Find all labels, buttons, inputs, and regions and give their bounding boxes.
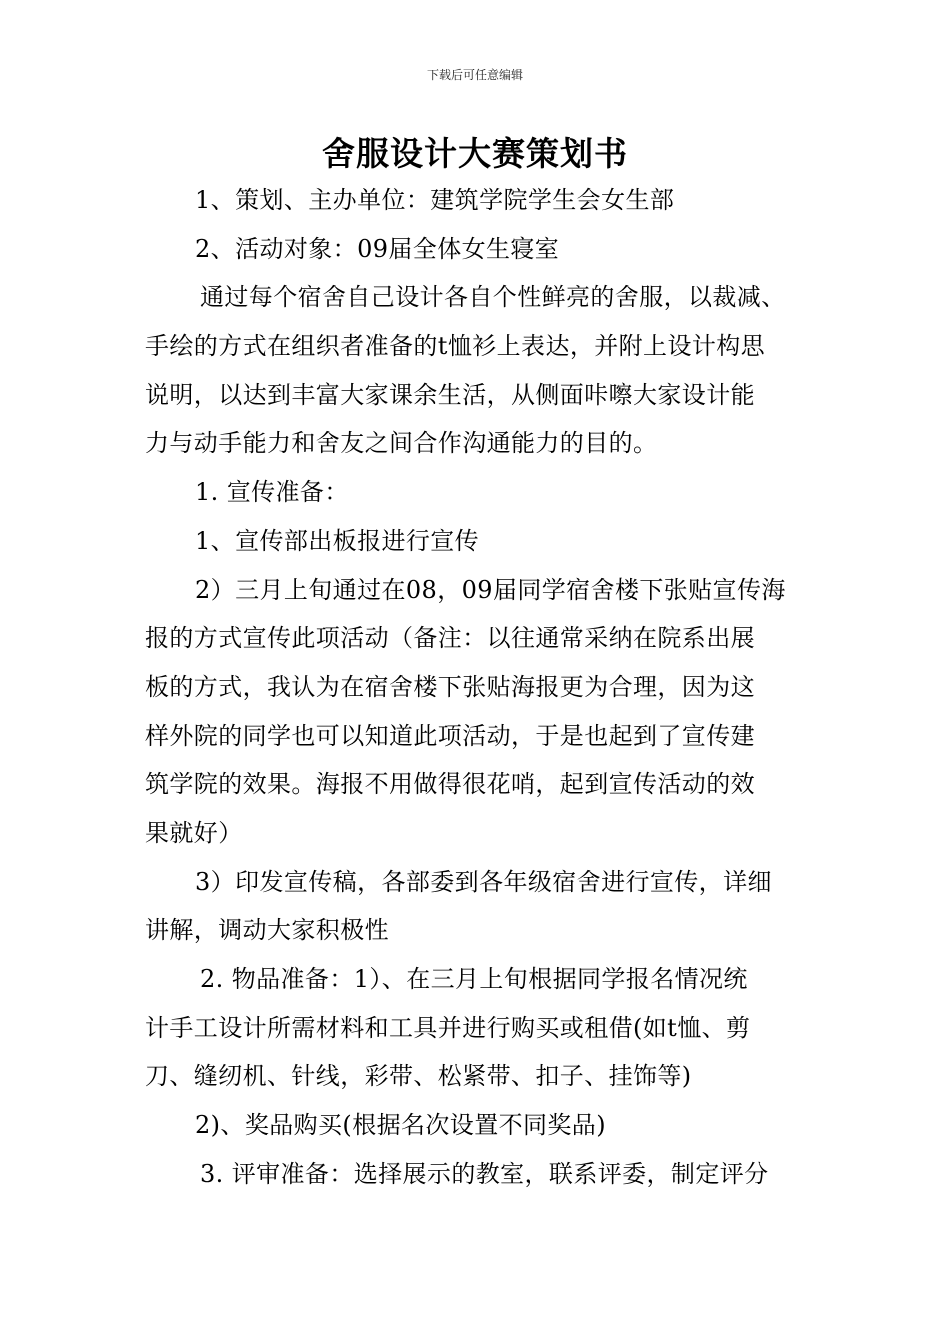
line-prizes: 2)、奖品购买(根据名次设置不同奖品): [195, 1111, 606, 1140]
document-body: [145, 176, 815, 1198]
line-publicity-2e: 筑学院的效果。海报不用做得很花哨，起到宣传活动的效: [145, 770, 755, 799]
line-materials-1: 2. 物品准备：1）、在三月上旬根据同学报名情况统: [200, 965, 748, 993]
line-publicity-1: 1、宣传部出板报进行宣传: [195, 526, 480, 555]
line-purpose-3: 说明，以达到丰富大家课余生活，从侧面咔嚓大家设计能: [145, 380, 755, 409]
line-purpose-4: 力与动手能力和舍友之间合作沟通能力的目的。: [145, 429, 658, 458]
header-note: 下载后可任意编辑: [426, 68, 523, 82]
line-publicity-heading: 1. 宣传准备：: [195, 478, 349, 507]
line-publicity-2b: 报的方式宣传此项活动（备注：以往通常采纳在院系出展: [145, 624, 755, 653]
document-title: 舍服设计大赛策划书: [322, 134, 628, 173]
line-target: 2、活动对象：09届全体女生寝室: [195, 234, 560, 263]
line-purpose-1: 通过每个宿舍自己设计各自个性鲜亮的舍服，以裁减、: [200, 283, 786, 312]
line-publicity-3a: 3）印发宣传稿，各部委到各年级宿舍进行宣传，详细: [195, 867, 772, 896]
line-publicity-2a: 2）三月上旬通过在08，09届同学宿舍楼下张贴宣传海: [195, 575, 786, 604]
line-publicity-2f: 果就好）: [145, 818, 243, 847]
line-organizer: 1、策划、主办单位：建筑学院学生会女生部: [195, 186, 675, 214]
line-publicity-2c: 板的方式，我认为在宿舍楼下张贴海报更为合理，因为这: [145, 672, 755, 701]
line-materials-3: 刀、缝纫机、针线，彩带、松紧带、扣子、挂饰等): [145, 1062, 692, 1091]
line-purpose-2: 手绘的方式在组织者准备的t恤衫上表达，并附上设计构思: [145, 332, 766, 361]
line-review: 3. 评审准备：选择展示的教室，联系评委，制定评分: [200, 1159, 769, 1188]
line-publicity-2d: 样外院的同学也可以知道此项活动，于是也起到了宣传建: [145, 721, 755, 750]
line-publicity-3b: 讲解，调动大家积极性: [145, 916, 389, 945]
line-materials-2: 计手工设计所需材料和工具并进行购买或租借(如t恤、剪: [145, 1013, 751, 1042]
